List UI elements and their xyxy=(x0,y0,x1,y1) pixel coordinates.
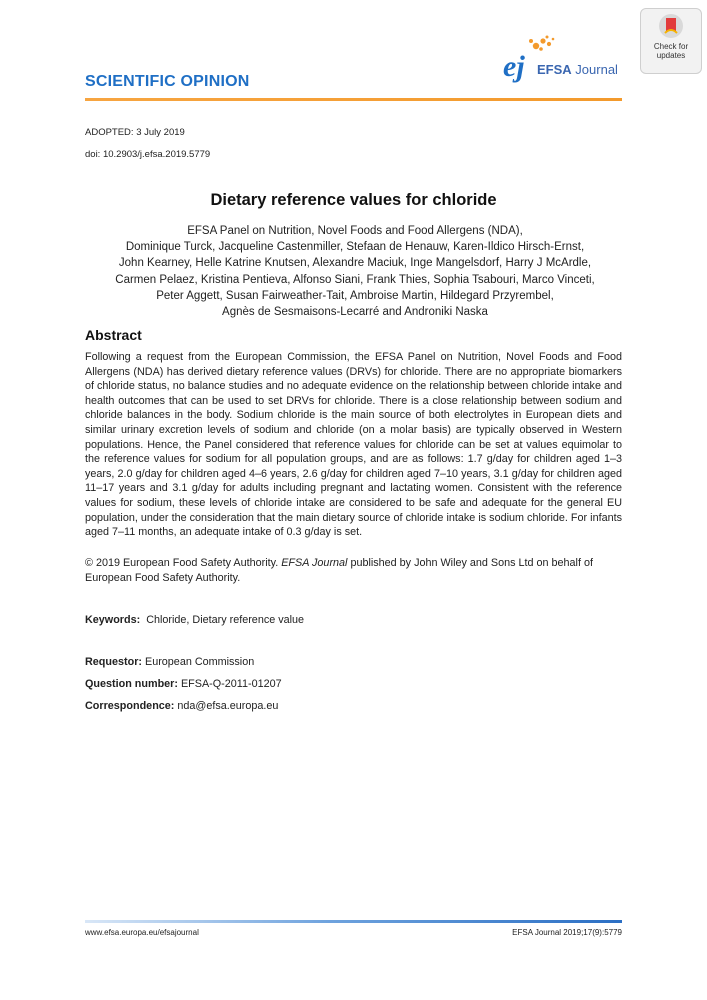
question-number-label: Question number: xyxy=(85,678,178,690)
abstract-body: Following a request from the European Commission, the EFSA Panel on Nutrition, Novel Foods and Food Allergens (NDA) has derived dietary reference values (DRVs) for chloride. There are no appropriate biomarkers of chloride status, no balance studies and no adequate evidence on the relationship between chloride intake and health outcomes that can be used to set DRVs for chloride. There is a close relationship between sodium and chloride balances in the body. Sodium chloride is the main source of both electrolytes in European diets and similar urinary excretion levels of sodium and chloride (on a molar basis) are typically observed in Western populations. Hence, the Panel considered that reference values for chloride can be set at values equimolar to the reference values for sodium for all population groups, and are as follows: 1.7 g/day for children aged 1–3 years, 2.0 g/day for children aged 4–6 years, 2.6 g/day for children aged 7–10 years, 3.1 g/day for children aged 11–17 years and 3.1 g/day for adults including pregnant and lactating women. Consistent with the reference values for sodium, these levels of chloride intake are considered to be safe and adequate for the general EU population, under the consideration that the main dietary source of chloride intake is sodium chloride. For infants aged 7–11 months, an adequate intake of 0.3 g/day is set. xyxy=(85,351,622,539)
adopted-date: ADOPTED: 3 July 2019 xyxy=(85,127,185,138)
logo-wordmark-rest: Journal xyxy=(575,62,618,77)
keywords-value: Chloride, Dietary reference value xyxy=(146,614,305,626)
paper-title: Dietary reference values for chloride xyxy=(210,191,497,209)
author-list xyxy=(80,223,630,320)
footer-citation: EFSA Journal 2019;17(9):5779 xyxy=(512,928,622,937)
copyright-post: published by John Wiley and Sons Ltd on behalf of European Food Safety Authority. xyxy=(85,557,593,584)
section-label: SCIENTIFIC OPINION xyxy=(85,73,250,90)
efsa-journal-logo xyxy=(500,30,630,90)
author-line: Dominique Turck, Jacqueline Castenmiller, Stefaan de Henauw, Karen-Ildico Hirsch-Ernst, xyxy=(125,241,585,254)
badge-line-1: Check for xyxy=(653,42,689,51)
question-number xyxy=(85,678,282,690)
check-for-updates-badge[interactable] xyxy=(640,8,702,74)
requestor xyxy=(85,656,254,668)
correspondence-label: Correspondence: xyxy=(85,700,175,712)
requestor-label: Requestor: xyxy=(85,656,142,668)
correspondence-email[interactable]: nda@efsa.europa.eu xyxy=(177,700,279,712)
keywords xyxy=(85,614,304,626)
logo-wordmark-bold: EFSA xyxy=(537,62,572,77)
logo-dots-icon xyxy=(529,36,554,51)
footer-journal-url[interactable]: www.efsa.europa.eu/efsajournal xyxy=(85,928,199,937)
author-line: Agnès de Sesmaisons-Lecarré and Androniki Naska xyxy=(222,306,488,319)
copyright-notice xyxy=(85,556,622,585)
doi[interactable]: doi: 10.2903/j.efsa.2019.5779 xyxy=(85,149,211,160)
requestor-value: European Commission xyxy=(145,656,255,668)
header-rule xyxy=(85,98,622,101)
author-line: EFSA Panel on Nutrition, Novel Foods and Food Allergens (NDA), xyxy=(187,225,523,237)
author-line: John Kearney, Helle Katrine Knutsen, Alexandre Maciuk, Inge Mangelsdorf, Harry J McArdle, xyxy=(118,257,592,270)
author-line: Carmen Pelaez, Kristina Pentieva, Alfonso Siani, Frank Thies, Sophia Tsabouri, Marco Vinceti, xyxy=(115,273,595,286)
copyright-journal: EFSA Journal xyxy=(281,557,348,569)
abstract-heading: Abstract xyxy=(85,327,142,343)
author-line: Peter Aggett, Susan Fairweather-Tait, Ambroise Martin, Hildegard Przyrembel, xyxy=(156,289,554,302)
question-number-value: EFSA-Q-2011-01207 xyxy=(180,678,282,690)
keywords-label: Keywords: xyxy=(85,614,141,626)
logo-wordmark xyxy=(537,62,618,77)
footer-rule xyxy=(85,920,622,923)
correspondence xyxy=(85,700,278,712)
check-for-updates-text xyxy=(640,42,702,60)
bookmark-icon xyxy=(641,9,701,43)
logo-mark: ej xyxy=(503,50,525,83)
copyright-pre: © 2019 European Food Safety Authority. xyxy=(85,557,282,569)
badge-line-2: updates xyxy=(656,51,686,60)
